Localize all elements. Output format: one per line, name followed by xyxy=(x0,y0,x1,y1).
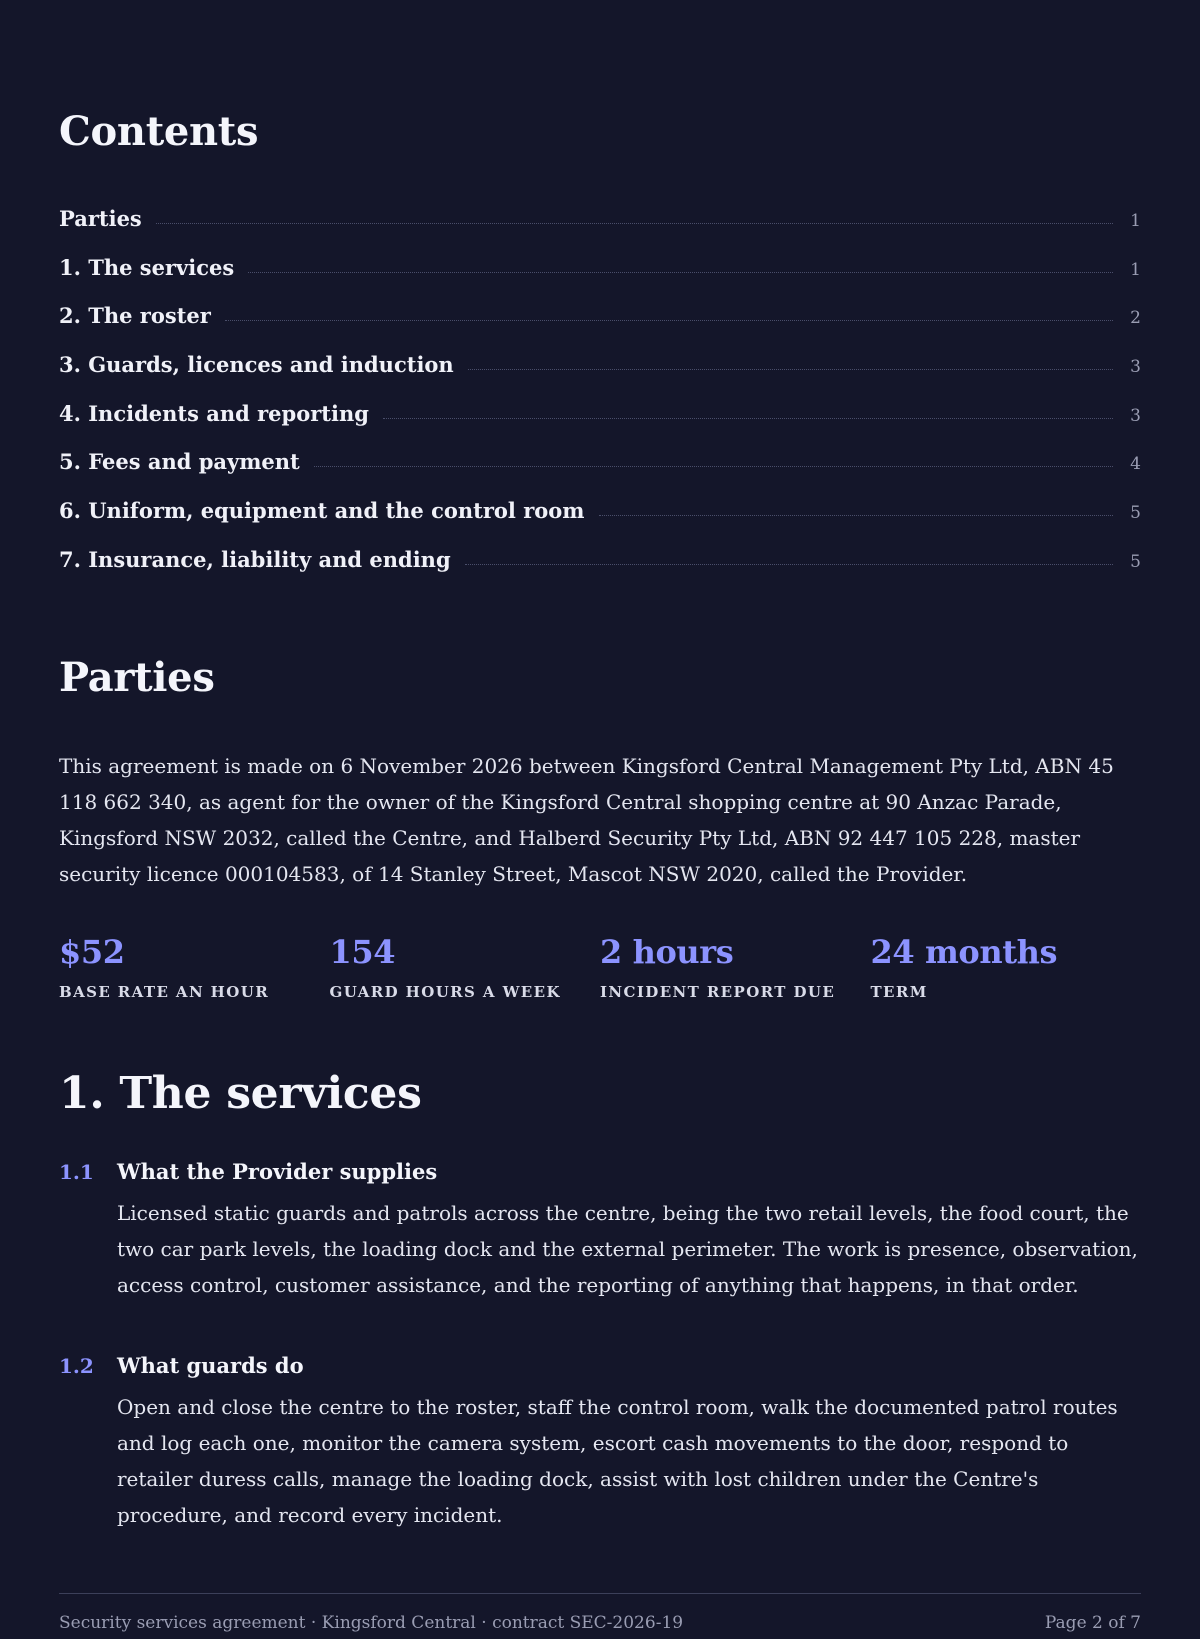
clause-1-1 xyxy=(59,1159,1141,1303)
toc-entry-label: Parties xyxy=(59,206,142,231)
clause-title: What guards do xyxy=(117,1353,304,1378)
clause-heading xyxy=(59,1353,1141,1389)
toc-entry-label: 6. Uniform, equipment and the control room xyxy=(59,498,585,524)
clause-1-2 xyxy=(59,1353,1141,1533)
toc-entry-label: 7. Insurance, liability and ending xyxy=(59,546,451,572)
toc-page-number: 1 xyxy=(1130,259,1141,280)
toc-leader-dots xyxy=(225,320,1113,321)
clause-body: Licensed static guards and patrols across the centre, being the two retail levels, the food court, the two car park levels, the loading dock and the external perimeter. The work is presence, observation, access control, customer assistance, and the reporting of anything that happens, in that order. xyxy=(117,1201,1138,1297)
toc-entry-uniform[interactable] xyxy=(59,498,1141,547)
toc-entry-label: 5. Fees and payment xyxy=(59,449,300,475)
toc-page-number: 5 xyxy=(1130,503,1141,524)
toc-leader-dots xyxy=(599,515,1113,516)
toc-entry-roster[interactable] xyxy=(59,303,1141,352)
toc-leader-dots xyxy=(465,564,1113,565)
toc-entry-label: 2. The roster xyxy=(59,303,211,329)
toc-entry-incidents[interactable] xyxy=(59,401,1141,450)
clause-heading xyxy=(59,1159,1141,1195)
toc-page-number: 4 xyxy=(1130,454,1141,475)
footer-page-number: Page 2 of 7 xyxy=(1044,1613,1141,1633)
stat-label: TERM xyxy=(870,983,928,1001)
stat-guard-hours xyxy=(330,932,601,1002)
stat-incident-report xyxy=(600,932,871,1002)
toc-entry-label: 4. Incidents and reporting xyxy=(59,400,369,426)
clause-number: 1.1 xyxy=(59,1160,94,1184)
toc-entry-insurance[interactable] xyxy=(59,547,1141,596)
toc-leader-dots xyxy=(248,272,1113,273)
parties-heading: Parties xyxy=(59,654,215,701)
toc-leader-dots xyxy=(314,466,1113,467)
parties-paragraph: This agreement is made on 6 November 2026 between Kingsford Central Management Pty Ltd, ABN 45 118 662 340, as agent for the owner of the Kingsford Central shopping centre at 90 Anzac Parade, Kingsford NSW 2032, called the Centre, and Halberd Security Pty Ltd, ABN 92 447 105 228, master security licence 000104583, of 14 Stanley Street, Mascot NSW 2020, called the Provider. xyxy=(59,754,1114,886)
toc-page-number: 3 xyxy=(1130,357,1141,378)
toc-page-number: 3 xyxy=(1130,405,1141,426)
stat-value: $52 xyxy=(59,933,125,971)
toc-leader-dots xyxy=(383,418,1113,419)
toc-entry-services[interactable] xyxy=(59,255,1141,304)
stat-base-rate xyxy=(59,932,330,1002)
toc-entry-fees[interactable] xyxy=(59,449,1141,498)
table-of-contents xyxy=(59,206,1141,596)
toc-page-number: 5 xyxy=(1130,551,1141,572)
key-figures xyxy=(59,932,1141,1002)
section-1-heading: 1. The services xyxy=(59,1068,422,1119)
stat-value: 2 hours xyxy=(600,933,734,971)
toc-page-number: 1 xyxy=(1130,211,1141,231)
contents-heading: Contents xyxy=(59,108,259,155)
stat-term xyxy=(871,932,1142,1002)
toc-leader-dots xyxy=(468,369,1113,370)
toc-entry-label: 3. Guards, licences and induction xyxy=(59,352,454,378)
toc-entry-parties[interactable] xyxy=(59,206,1141,255)
stat-label: BASE RATE AN HOUR xyxy=(59,983,270,1001)
toc-leader-dots xyxy=(156,223,1113,224)
clause-title: What the Provider supplies xyxy=(117,1159,438,1184)
stat-value: 24 months xyxy=(870,933,1058,971)
page-footer xyxy=(59,1593,1141,1634)
toc-page-number: 2 xyxy=(1130,308,1141,329)
stat-label: GUARD HOURS A WEEK xyxy=(329,983,561,1001)
toc-entry-guards[interactable] xyxy=(59,352,1141,401)
footer-document-title: Security services agreement · Kingsford Central · contract SEC-2026-19 xyxy=(59,1613,684,1633)
clause-body: Open and close the centre to the roster, staff the control room, walk the documented patrol routes and log each one, monitor the camera system, escort cash movements to the door, respond to retailer duress calls, manage the loading dock, assist with lost children under the Centre's procedure, and record every incident. xyxy=(117,1395,1118,1527)
stat-label: INCIDENT REPORT DUE xyxy=(600,983,836,1001)
toc-entry-label: 1. The services xyxy=(59,254,235,280)
stat-value: 154 xyxy=(329,933,396,971)
clause-number: 1.2 xyxy=(59,1354,94,1378)
